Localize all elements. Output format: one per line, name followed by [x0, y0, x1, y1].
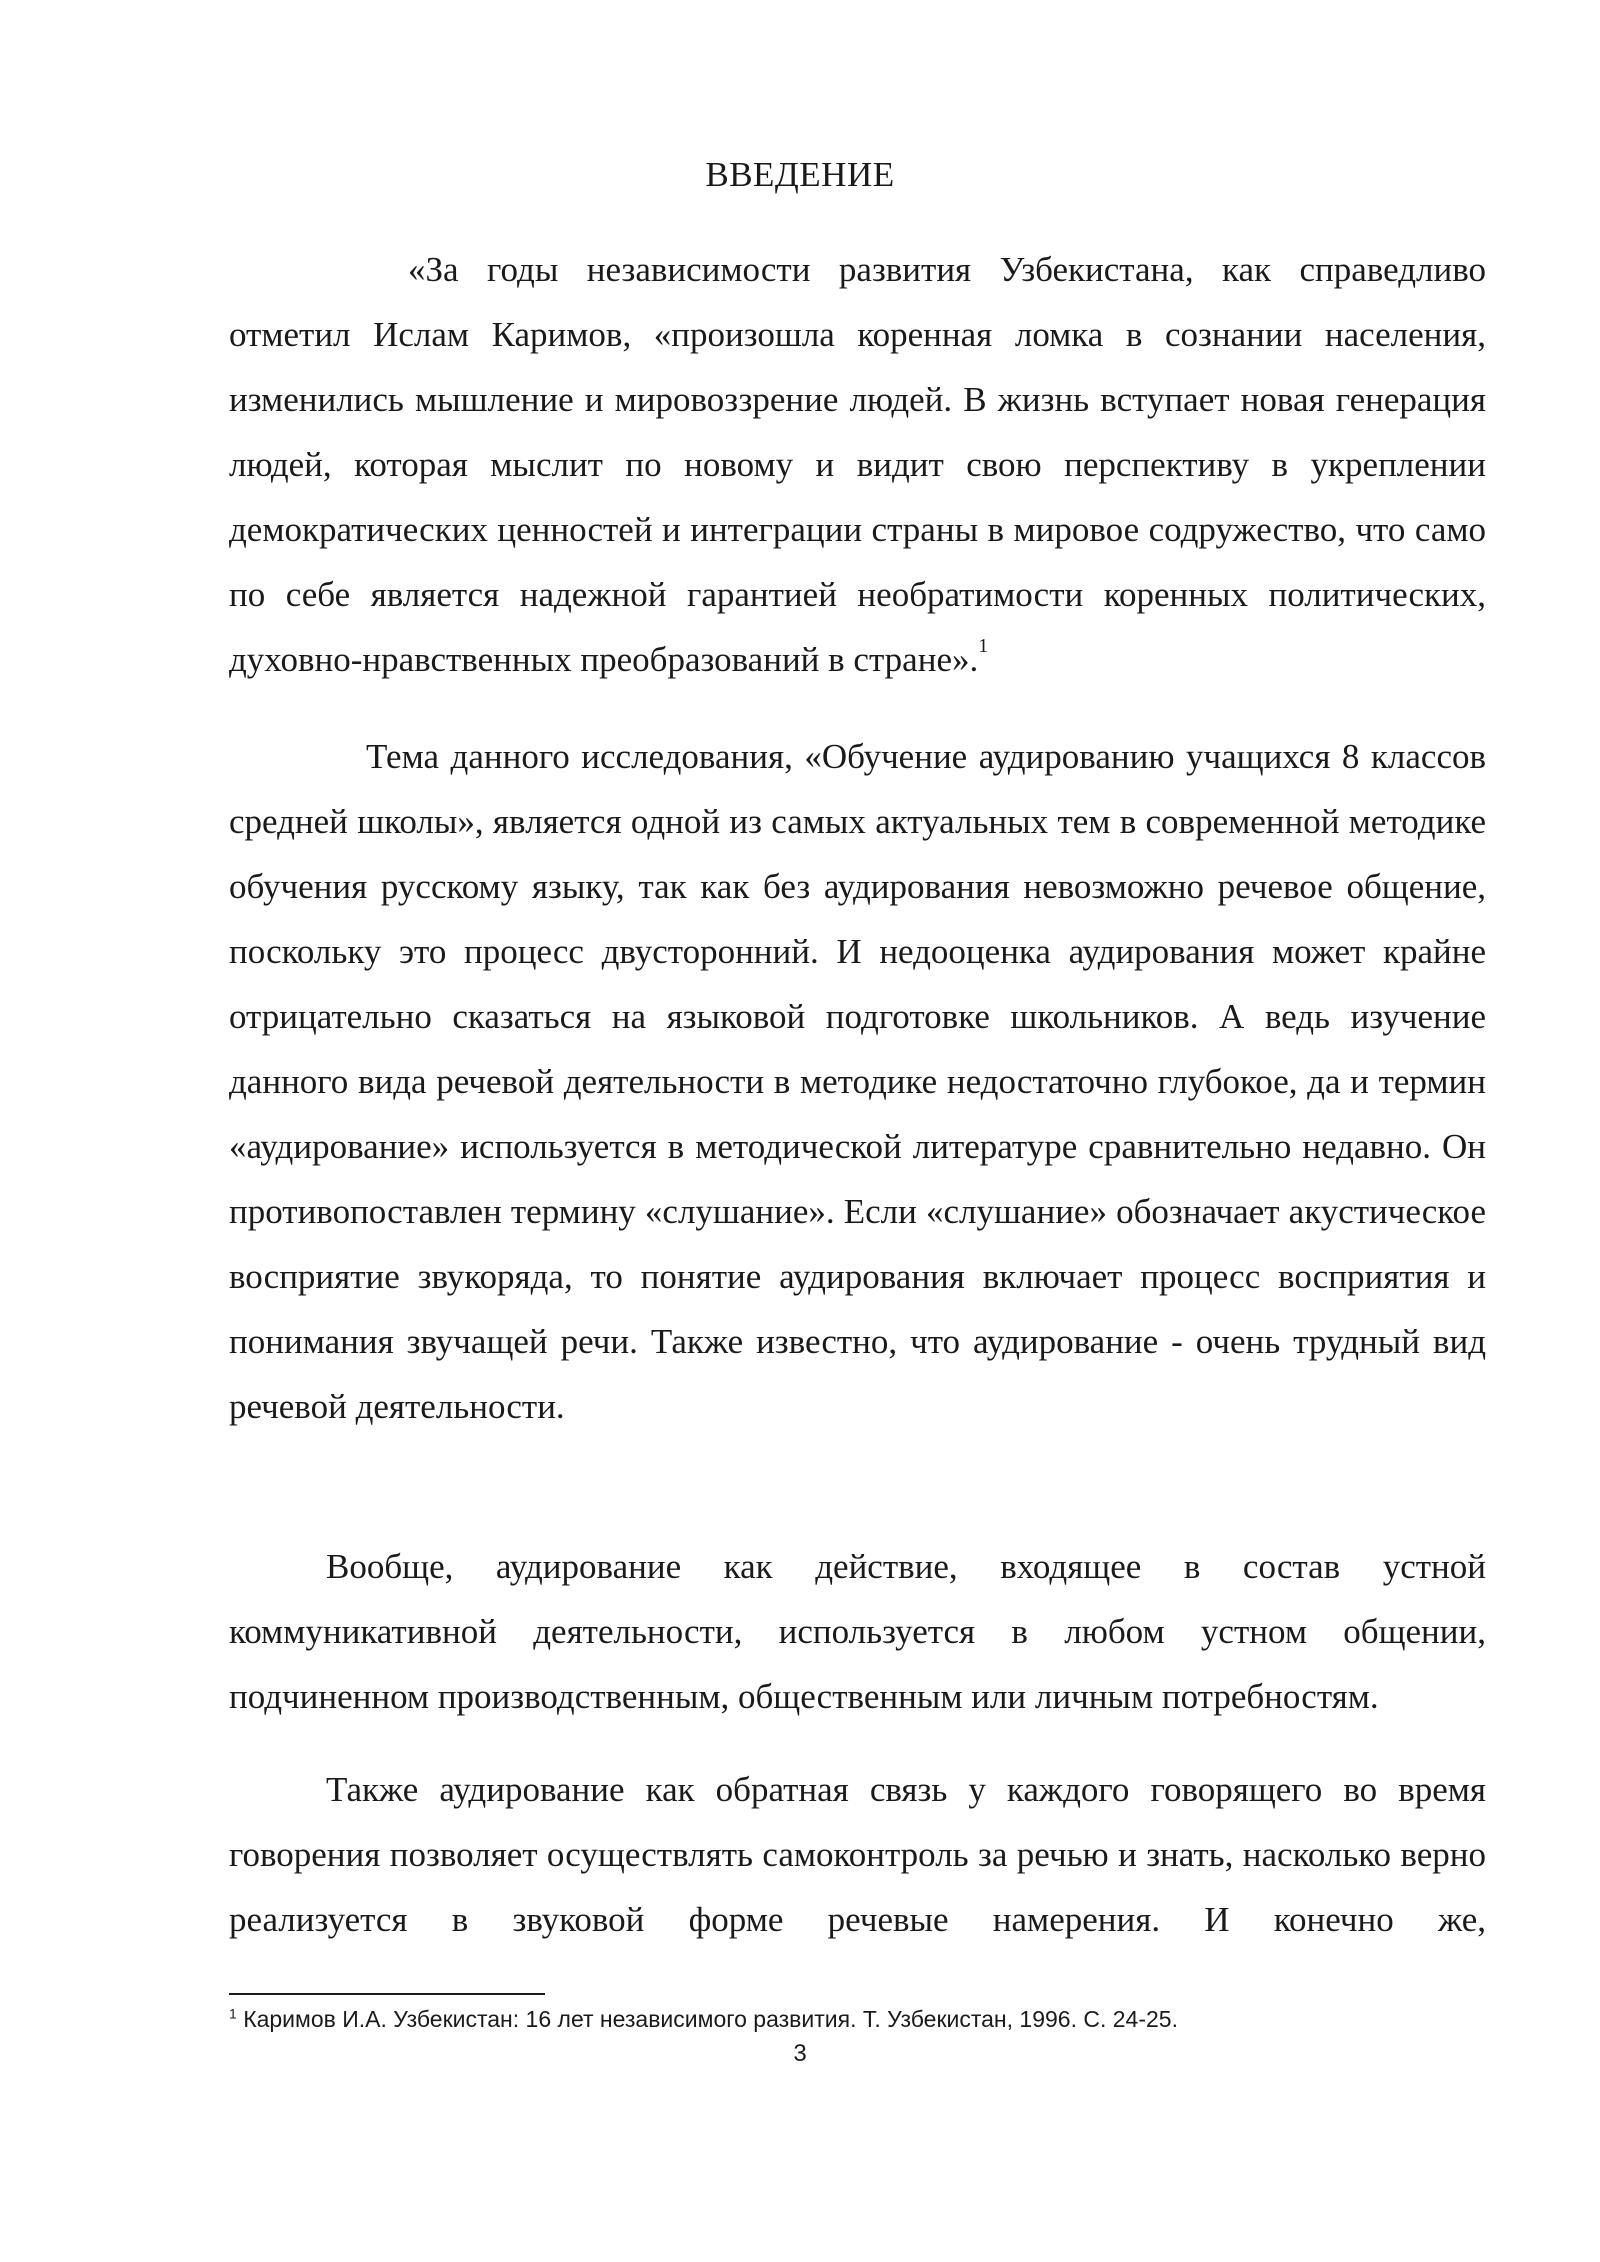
paragraph-2-text: Тема данного исследования, «Обучение аудированию учащихся 8 классов средней школы», является одной из самых актуальных тем в современной методике обучения русскому языку, так как без аудирования невозможно речевое общение, поскольку это процесс двусторонний. И недооценка аудирования может крайне отрицательно сказаться на языковой подготовке школьников. А ведь изучение данного вида речевой деятельности в методике недостаточно глубокое, да и термин «аудирование» используется в методической литературе сравнительно недавно. Он противопоставлен термину «слушание». Если «слушание» обозначает акустическое восприятие звукоряда, то понятие аудирования включает процесс восприятия и понимания звучащей речи. Также известно, что аудирование - очень трудный вид речевой деятельности. [229, 737, 1486, 1426]
paragraph-1-text: «За годы независимости развития Узбекистана, как справедливо отметил Ислам Каримов, «произошла коренная ломка в сознании населения, изменились мышление и мировоззрение людей. В жизнь вступает новая генерация людей, которая мыслит по новому и видит свою перспективу в укреплении демократических ценностей и интеграции страны в мировое содружество, что само по себе является надежной гарантией необратимости коренных политических, духовно-нравственных преобразований в стране». [229, 250, 1486, 679]
paragraph-3-text: Вообще, аудирование как действие, входящее в состав устной коммуникативной деятельности, используется в любом устном общении, подчиненном производственным, общественным или личным потребностям. [229, 1547, 1486, 1716]
page-number: 3 [793, 2040, 807, 2067]
footnote-separator [229, 1993, 545, 1995]
footnote-mark: 1 [229, 2005, 237, 2022]
paragraph-2 [229, 724, 1486, 1439]
paragraph-1 [229, 237, 1486, 692]
paragraph-3 [229, 1534, 1486, 1729]
footnote-reference[interactable]: 1 [978, 635, 989, 658]
footnote-text: Каримов И.А. Узбекистан: 16 лет независимого развития. Т. Узбекистан, 1996. С. 24-25. [243, 2006, 1178, 2032]
paragraph-4 [229, 1757, 1486, 1952]
page-title: ВВЕДЕНИЕ [705, 155, 895, 194]
footnote [229, 2003, 1486, 2035]
paragraph-4-text: Также аудирование как обратная связь у каждого говорящего во время говорения позволяет осуществлять самоконтроль за речью и знать, насколько верно реализуется в звуковой форме речевые намерения. И конечно же, [229, 1770, 1486, 1939]
